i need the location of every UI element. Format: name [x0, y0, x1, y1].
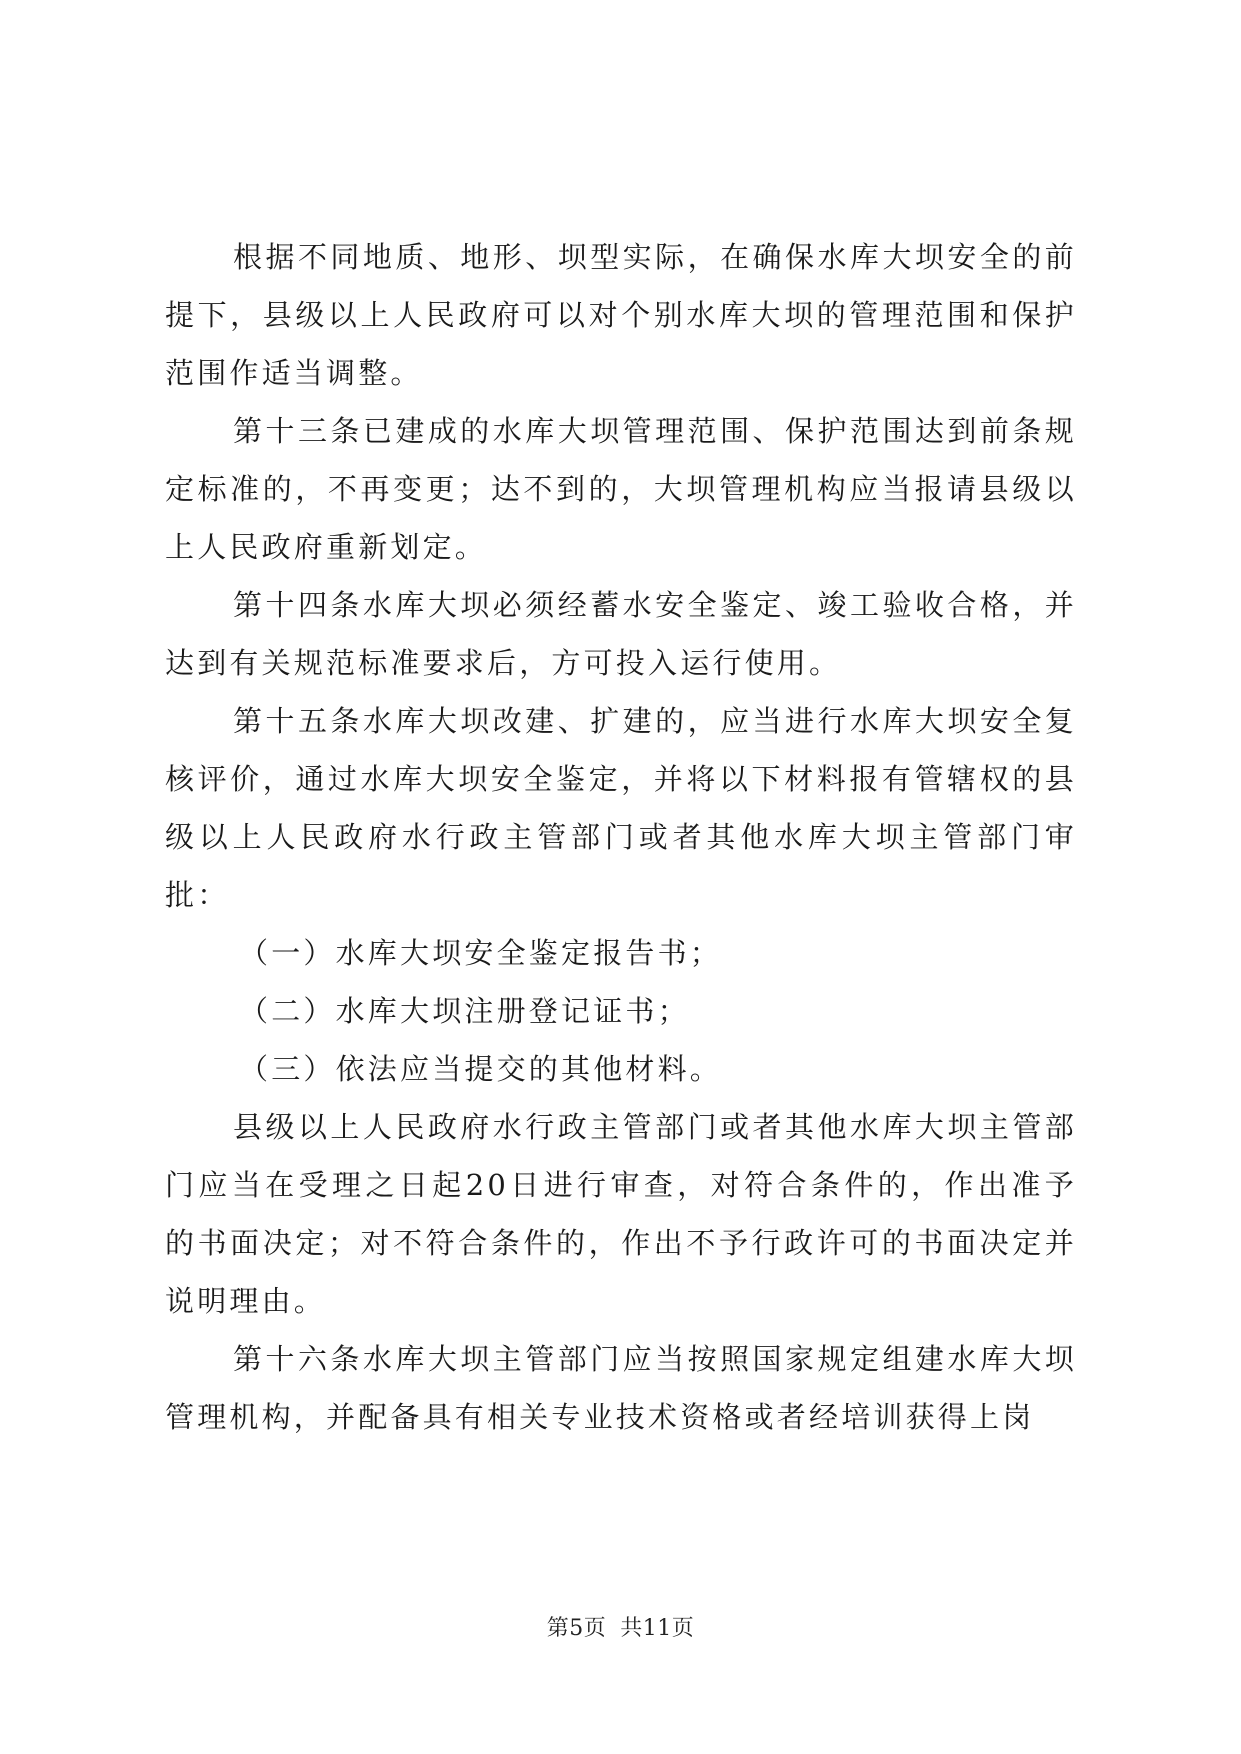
- list-item-1: （一）水库大坝安全鉴定报告书；: [239, 936, 723, 970]
- document-body: [165, 228, 1077, 1446]
- paragraph-article-16: 第十六条水库大坝主管部门应当按照国家规定组建水库大坝管理机构，并配备具有相关专业技术资格或者经培训获得上岗: [165, 1342, 1077, 1434]
- paragraph-article-13: 第十三条已建成的水库大坝管理范围、保护范围达到前条规定标准的，不再变更；达不到的，大坝管理机构应当报请县级以上人民政府重新划定。: [165, 414, 1077, 564]
- paragraph-article-15: 第十五条水库大坝改建、扩建的，应当进行水库大坝安全复核评价，通过水库大坝安全鉴定，并将以下材料报有管辖权的县级以上人民政府水行政主管部门或者其他水库大坝主管部门审批：: [165, 704, 1077, 912]
- page-number: 第5页: [546, 1616, 607, 1641]
- list-item-3: （三）依法应当提交的其他材料。: [239, 1052, 723, 1086]
- paragraph-article-14: 第十四条水库大坝必须经蓄水安全鉴定、竣工验收合格，并达到有关规范标准要求后，方可投入运行使用。: [165, 588, 1077, 680]
- paragraph-adjustment: 根据不同地质、地形、坝型实际，在确保水库大坝安全的前提下，县级以上人民政府可以对个别水库大坝的管理范围和保护范围作适当调整。: [165, 240, 1077, 390]
- page-total: 共11页: [620, 1616, 695, 1641]
- paragraph-review: 县级以上人民政府水行政主管部门或者其他水库大坝主管部门应当在受理之日起20日进行审查，对符合条件的，作出准予的书面决定；对不符合条件的，作出不予行政许可的书面决定并说明理由。: [165, 1110, 1077, 1318]
- page-footer: [0, 1611, 1241, 1642]
- list-item-2: （二）水库大坝注册登记证书；: [239, 994, 690, 1028]
